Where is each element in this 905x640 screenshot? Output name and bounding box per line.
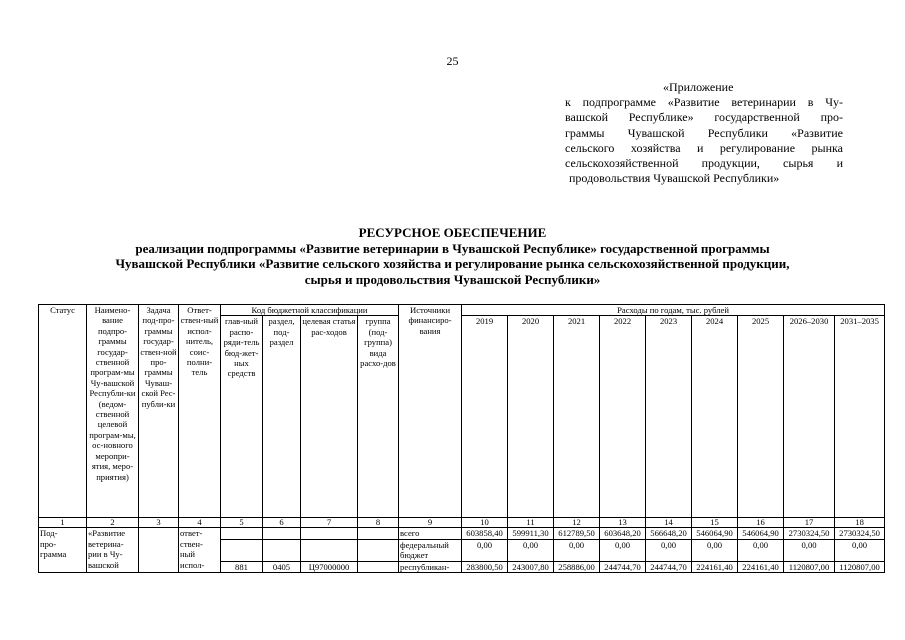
executor-cell (179, 528, 221, 573)
value-cell: 0,00 (508, 539, 554, 561)
header-year: 2025 (738, 316, 784, 518)
title-main: РЕСУРСНОЕ ОБЕСПЕЧЕНИЕ (358, 225, 547, 240)
header-status: Статус (39, 305, 87, 518)
status-cell (39, 528, 87, 573)
document-title (0, 225, 905, 287)
value-cell: 244744,70 (646, 561, 692, 572)
value-cell: 603648,20 (600, 528, 646, 539)
value-cell: 2730324,50 (784, 528, 835, 539)
value-cell: 546064,90 (738, 528, 784, 539)
appendix-note (565, 80, 843, 186)
grbs-cell: 881 (221, 561, 263, 572)
program-name-line: вашской (88, 559, 119, 570)
section-cell: 0405 (263, 561, 301, 572)
index-cell: 5 (221, 518, 263, 528)
value-cell: 599911,30 (508, 528, 554, 539)
header-grbs: глав-ный распо-ряди-тель бюд-жет-ных средств (221, 316, 263, 518)
index-cell: 14 (646, 518, 692, 528)
header-budget-code: Код бюджетной классификации (221, 305, 399, 316)
header-row (39, 305, 885, 316)
index-cell: 9 (399, 518, 462, 528)
value-cell: 1120807,00 (835, 561, 885, 572)
header-task: Задача под-про-граммы государ-ствен-ной про-граммы Чуваш-ской Рес-публи-ки (139, 305, 179, 518)
index-cell: 7 (301, 518, 358, 528)
value-cell: 224161,40 (738, 561, 784, 572)
value-cell: 0,00 (738, 539, 784, 561)
appendix-line: продовольствия Чувашской Республики» (569, 171, 780, 186)
index-cell: 2 (87, 518, 139, 528)
header-section: раздел, под-раздел (263, 316, 301, 518)
source-cell: республикан- (399, 561, 462, 572)
header-target: целевая статья рас-ходов (301, 316, 358, 518)
index-cell: 17 (784, 518, 835, 528)
header-year: 2019 (462, 316, 508, 518)
value-cell: 2730324,50 (835, 528, 885, 539)
value-cell: 0,00 (835, 539, 885, 561)
index-cell: 4 (179, 518, 221, 528)
target-cell (301, 528, 358, 539)
program-name-cell (87, 528, 139, 573)
header-name: Наимено-вание подпро-граммы государ-ственной програм-мы Чу-вашской Республи-ки (ведом-ственной целевой програм-мы, ос-новного меропри-ятия, меро-приятия) (87, 305, 139, 518)
group-cell (358, 561, 399, 572)
header-executor: Ответ-ствен-ный испол-нитель, соис-полни-тель (179, 305, 221, 518)
index-cell: 6 (263, 518, 301, 528)
header-expenses: Расходы по годам, тыс. рублей (462, 305, 885, 316)
title-line: сырья и продовольствия Чувашской Республики» (304, 271, 601, 287)
header-year: 2023 (646, 316, 692, 518)
value-cell: 603858,40 (462, 528, 508, 539)
target-cell (301, 539, 358, 561)
executor-line: испол- (180, 559, 205, 570)
value-cell: 244744,70 (600, 561, 646, 572)
group-cell (358, 528, 399, 539)
header-year: 2024 (692, 316, 738, 518)
program-name-line: рии в Чу- (88, 549, 123, 560)
index-cell: 3 (139, 518, 179, 528)
value-cell: 258886,00 (554, 561, 600, 572)
resource-table (38, 304, 885, 573)
value-cell: 0,00 (462, 539, 508, 561)
title-line: Чувашской Республики «Развитие сельского хозяйства и регулирование рынка сельскохозяйственной продукции, (115, 256, 790, 271)
value-cell: 546064,90 (692, 528, 738, 539)
value-cell: 0,00 (554, 539, 600, 561)
appendix-line: к подпрограмме «Развитие ветеринарии в Чу- (565, 95, 843, 110)
header-year: 2026–2030 (784, 316, 835, 518)
task-cell (139, 528, 179, 573)
value-cell: 0,00 (692, 539, 738, 561)
index-cell: 13 (600, 518, 646, 528)
target-cell: Ц97000000 (301, 561, 358, 572)
executor-line: ответ- (180, 528, 203, 539)
program-name-line: ветерина- (88, 538, 124, 549)
grbs-cell (221, 528, 263, 539)
index-cell: 8 (358, 518, 399, 528)
value-cell: 0,00 (646, 539, 692, 561)
source-cell: всего (399, 528, 462, 539)
status-line: про- (40, 538, 57, 549)
source-cell: федеральный бюджет (399, 539, 462, 561)
appendix-line: вашской Республике» государственной про- (565, 110, 843, 125)
index-cell: 16 (738, 518, 784, 528)
index-cell: 11 (508, 518, 554, 528)
page-number: 25 (446, 54, 459, 68)
value-cell: 1120807,00 (784, 561, 835, 572)
title-line: реализации подпрограммы «Развитие ветеринарии в Чувашской Республике» государственной программы (135, 240, 770, 256)
value-cell: 243007,80 (508, 561, 554, 572)
header-year: 2031–2035 (835, 316, 885, 518)
index-cell: 12 (554, 518, 600, 528)
header-year: 2022 (600, 316, 646, 518)
appendix-header: «Приложение (663, 80, 734, 94)
index-cell: 15 (692, 518, 738, 528)
grbs-cell (221, 539, 263, 561)
index-cell: 1 (39, 518, 87, 528)
section-cell (263, 528, 301, 539)
appendix-line: сельского хозяйства и регулирование рынка (565, 140, 843, 155)
header-year: 2020 (508, 316, 554, 518)
group-cell (358, 539, 399, 561)
executor-line: ный (180, 549, 195, 560)
program-name-line: «Развитие (88, 528, 126, 539)
header-source: Источники финансиро-вания (399, 305, 462, 518)
value-cell: 0,00 (784, 539, 835, 561)
index-row (39, 518, 885, 528)
value-cell: 566648,20 (646, 528, 692, 539)
status-line: Под- (40, 528, 58, 539)
header-group: группа (под-группа) вида расхо-дов (358, 316, 399, 518)
table-row (39, 528, 885, 539)
index-cell: 18 (835, 518, 885, 528)
header-year: 2021 (554, 316, 600, 518)
value-cell: 224161,40 (692, 561, 738, 572)
appendix-line: граммы Чувашской Республики «Развитие (565, 125, 843, 140)
executor-line: ствен- (180, 538, 203, 549)
value-cell: 0,00 (600, 539, 646, 561)
value-cell: 612789,50 (554, 528, 600, 539)
appendix-line: сельскохозяйственной продукции, сырья и (565, 156, 843, 171)
status-line: грамма (40, 549, 67, 560)
value-cell: 283800,50 (462, 561, 508, 572)
index-cell: 10 (462, 518, 508, 528)
section-cell (263, 539, 301, 561)
